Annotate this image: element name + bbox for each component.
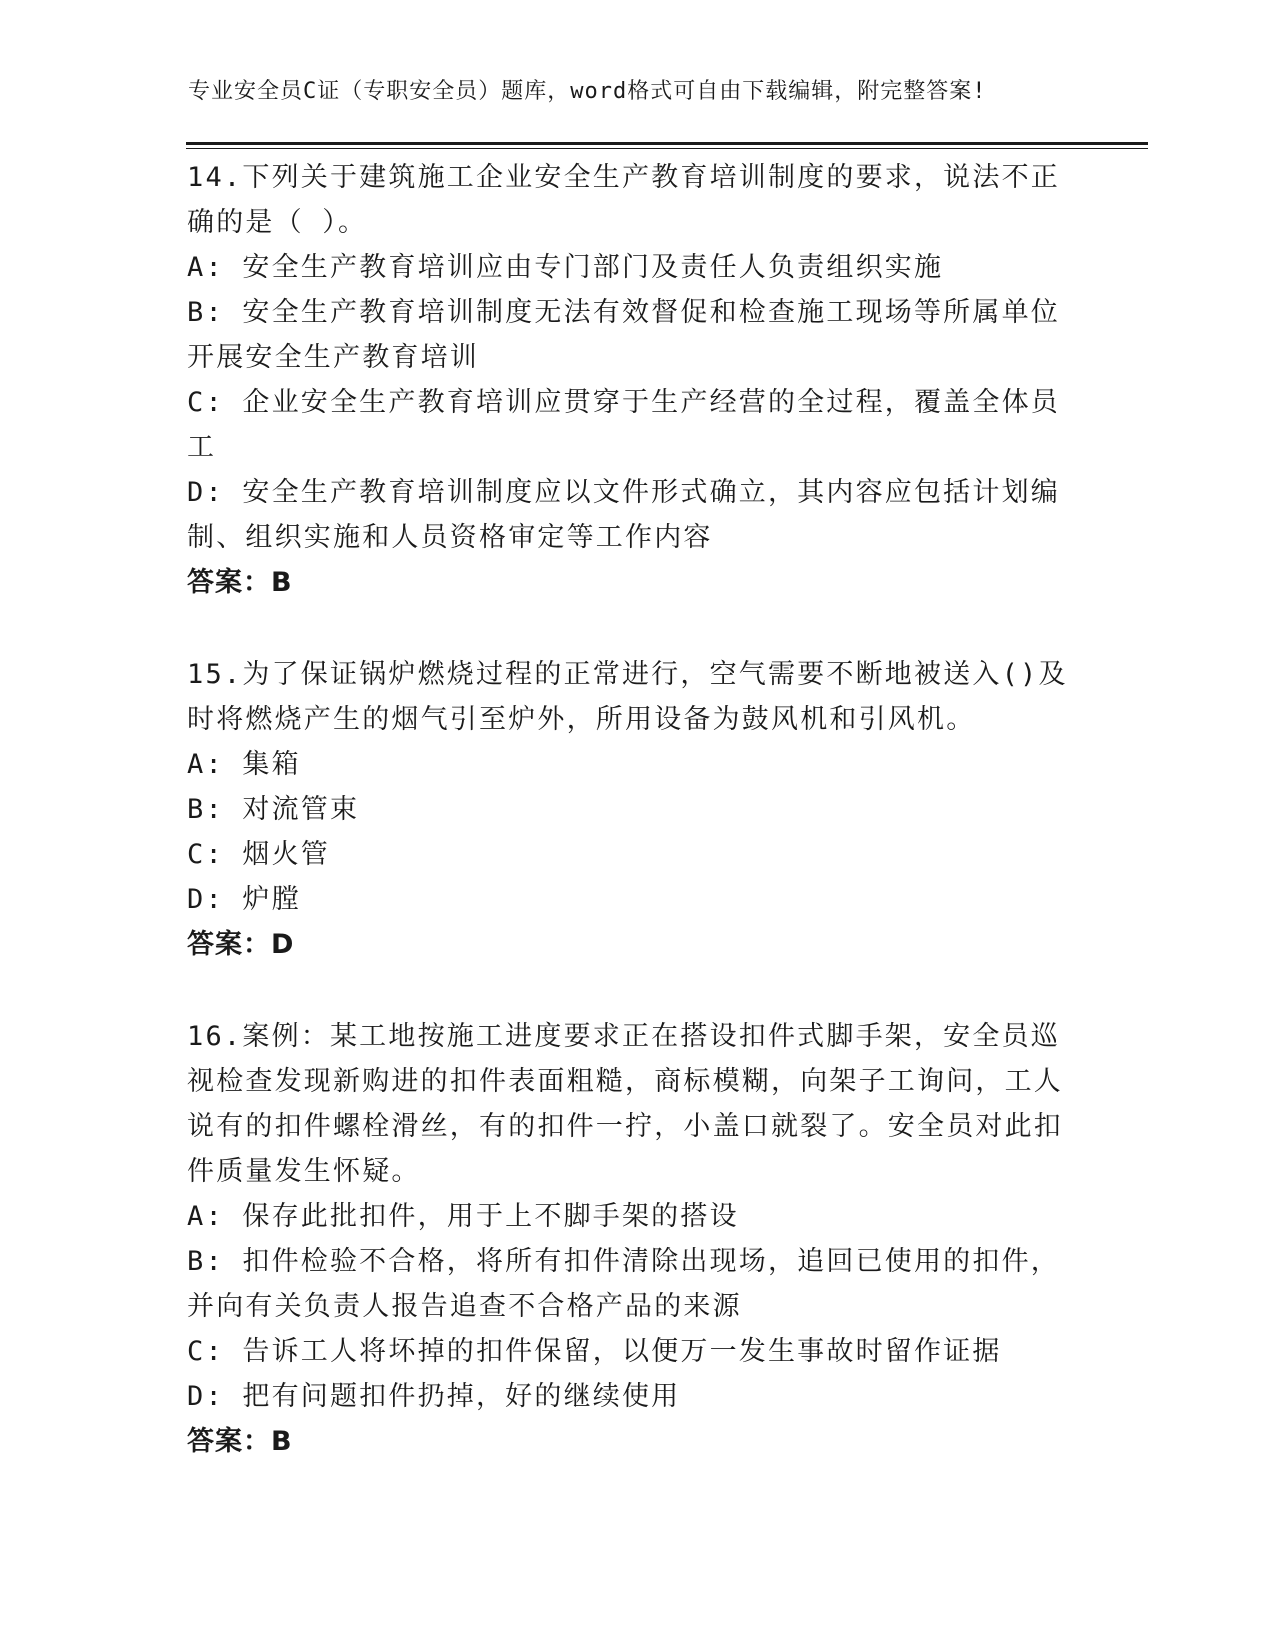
answer-line: 答案：D xyxy=(187,929,295,960)
document-body xyxy=(187,155,1072,1464)
option-a: A: 保存此批扣件，用于上不脚手架的搭设 xyxy=(187,1201,739,1232)
answer-line: 答案：B xyxy=(187,567,293,598)
answer-line: 答案：B xyxy=(187,1426,293,1457)
header-rule-thick xyxy=(186,142,1148,145)
question-spacer xyxy=(187,605,1072,652)
option-b: B: 扣件检验不合格，将所有扣件清除出现场，追回已使用的扣件，并向有关负责人报告追查不合格产品的来源 xyxy=(187,1246,1060,1322)
question-14 xyxy=(187,155,1072,605)
option-d: D: 安全生产教育培训制度应以文件形式确立，其内容应包括计划编制、组织实施和人员资格审定等工作内容 xyxy=(187,477,1060,553)
option-b: B: 对流管束 xyxy=(187,794,360,825)
page-header: 专业安全员C证（专职安全员）题库，word格式可自由下载编辑，附完整答案! xyxy=(188,79,987,104)
question-spacer xyxy=(187,967,1072,1014)
option-a: A: 安全生产教育培训应由专门部门及责任人负责组织实施 xyxy=(187,252,944,283)
option-d: D: 把有问题扣件扔掉，好的继续使用 xyxy=(187,1381,681,1412)
option-d: D: 炉膛 xyxy=(187,884,301,915)
question-15 xyxy=(187,652,1072,967)
option-b: B: 安全生产教育培训制度无法有效督促和检查施工现场等所属单位开展安全生产教育培训 xyxy=(187,297,1060,373)
question-stem: 16.案例：某工地按施工进度要求正在搭设扣件式脚手架，安全员巡视检查发现新购进的扣件表面粗糙，商标模糊，向架子工询问，工人说有的扣件螺栓滑丝，有的扣件一拧，小盖口就裂了。安全员对此扣件质量发生怀疑。 xyxy=(187,1021,1063,1187)
header-rule-thin xyxy=(186,148,1148,149)
option-c: C: 企业安全生产教育培训应贯穿于生产经营的全过程，覆盖全体员工 xyxy=(187,387,1060,463)
option-c: C: 烟火管 xyxy=(187,839,330,870)
question-stem: 15.为了保证锅炉燃烧过程的正常进行，空气需要不断地被送入()及时将燃烧产生的烟气引至炉外，所用设备为鼓风机和引风机。 xyxy=(187,659,1068,735)
option-c: C: 告诉工人将坏掉的扣件保留，以便万一发生事故时留作证据 xyxy=(187,1336,1002,1367)
option-a: A: 集箱 xyxy=(187,749,301,780)
question-16 xyxy=(187,1014,1072,1464)
question-stem: 14.下列关于建筑施工企业安全生产教育培训制度的要求，说法不正确的是（ ）。 xyxy=(187,162,1060,238)
